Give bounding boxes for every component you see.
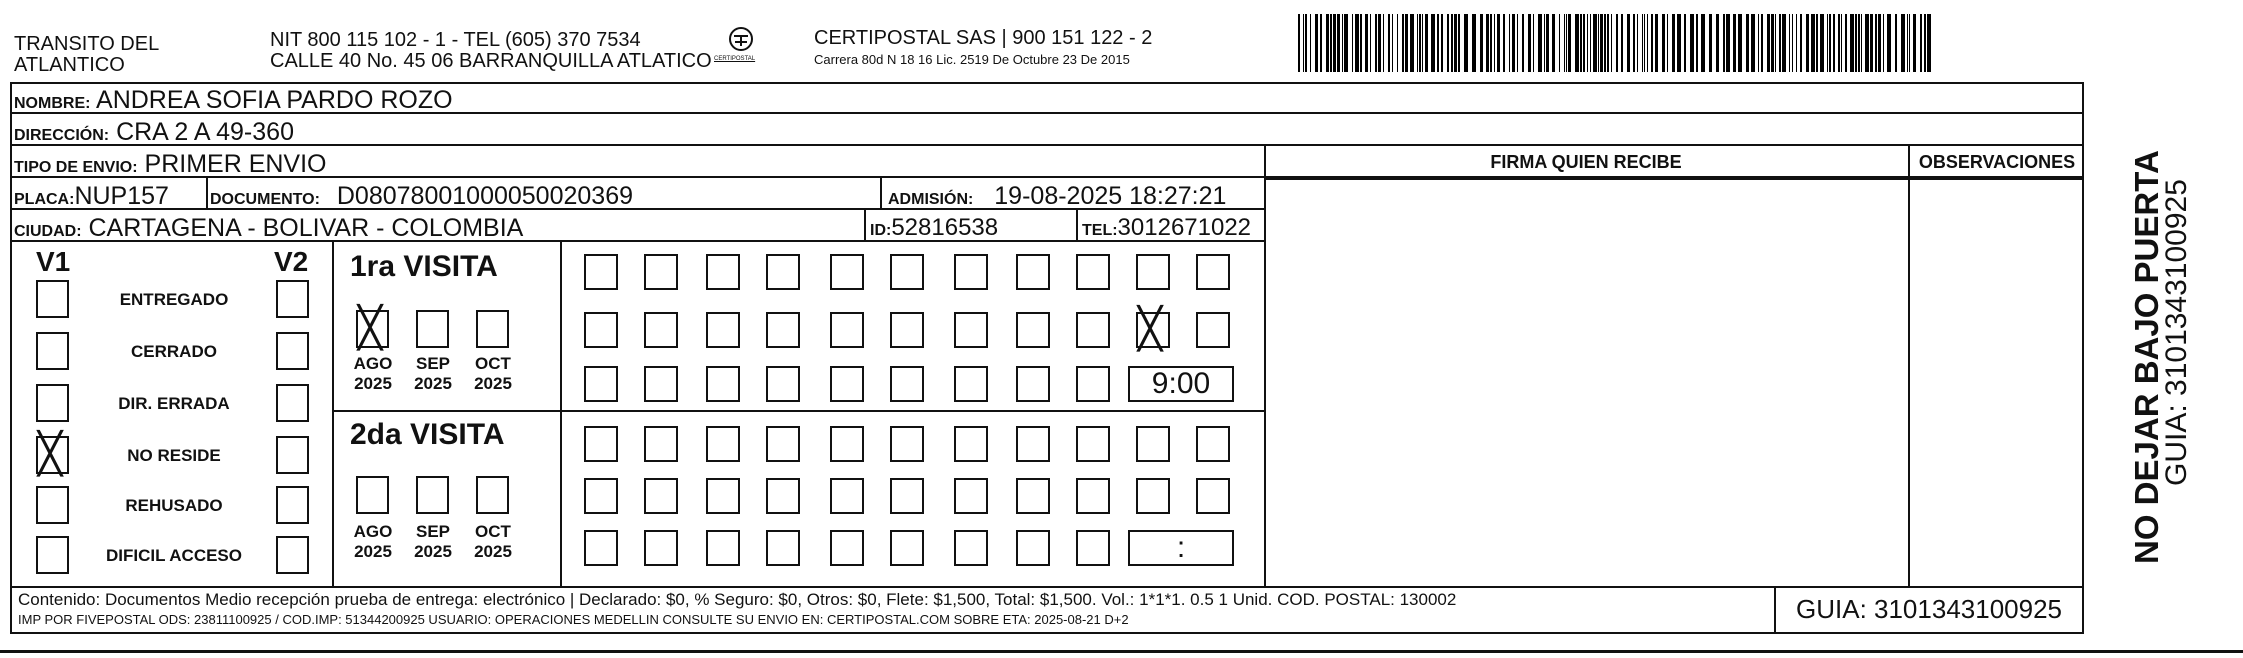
check-mark: ╳ [358,306,383,350]
month-label: OCT [475,522,511,541]
admision-field [888,182,1226,211]
day-box[interactable] [830,254,864,290]
day-box[interactable] [954,312,988,348]
day-box[interactable] [644,426,678,462]
day-box[interactable] [1016,478,1050,514]
barcode-bar [1701,14,1705,72]
month-label: SEP [415,354,451,373]
year-label: 2025 [474,374,512,393]
day-box[interactable] [706,366,740,402]
day-box[interactable] [1076,426,1110,462]
barcode-bar [1559,14,1560,72]
barcode-bar [1738,14,1742,72]
row-direccion [10,114,2084,146]
month-checkbox[interactable] [356,476,389,514]
side-warning: NO DEJAR BAJO PUERTA [2128,150,2165,564]
barcode-bar [1552,14,1555,72]
barcode-bar [1820,14,1824,72]
month-checkbox[interactable] [416,476,449,514]
divider [880,178,882,210]
barcode-bar [1422,14,1423,72]
barcode-bar [1751,14,1755,72]
barcode-bar [1600,14,1603,72]
status-label: ENTREGADO [119,290,229,309]
footer-contenido: Contenido: Documentos Medio recepción prueba de entrega: electrónico | Declarado: $0, % Seguro: $0, Otros: $0, Flete: $1,500, Total: $1,500. Vol.: 1*1*1. 0.5 1 Unid. COD. POSTAL: 130002 [18,590,1457,609]
barcode-bar [1441,14,1443,72]
barcode-bar [1320,14,1322,72]
year-label: 2025 [414,374,452,393]
barcode-bar [1375,14,1377,72]
day-box[interactable] [1136,478,1170,514]
barcode-bar [1870,14,1873,72]
day-box[interactable] [1136,254,1170,290]
year-label: 2025 [474,542,512,561]
barcode-bar [1503,14,1505,72]
day-box[interactable] [766,254,800,290]
day-box[interactable] [1076,530,1110,566]
barcode-bar [1758,14,1759,72]
barcode-bar [1575,14,1579,72]
sender-contact [270,30,712,72]
v2-label: V2 [274,246,309,277]
barcode-bar [1583,14,1585,72]
day-box[interactable] [890,426,924,462]
time-box[interactable]: 9:00 [1128,366,1234,402]
tel-value: 3012671022 [1117,214,1252,241]
barcode-bar [1388,14,1390,72]
barcode-bar [1397,14,1398,72]
first-visit-title: 1ra VISITA [350,250,498,283]
barcode-bar [1522,14,1524,72]
barcode-bar [1410,14,1414,72]
barcode-bar [1924,14,1926,72]
divider [864,210,866,242]
day-box[interactable] [1016,530,1050,566]
footer-imp: IMP POR FIVEPOSTAL ODS: 23811100925 / COD.IMP: 51344200925 USUARIO: OPERACIONES MEDELLIN CONSULTE SU ENVIO EN: CERTIPOSTAL.COM SOBRE ETA: 2025-08-21 D+2 [18,612,1129,627]
barcode-bar [1850,14,1854,72]
admision-label: ADMISIÓN: [888,191,974,208]
sender-name [14,34,159,76]
nombre-label: NOMBRE: [14,95,91,112]
day-box[interactable] [766,530,800,566]
barcode-bar [1627,14,1630,72]
barcode-bar [1779,14,1781,72]
barcode-bar [1342,14,1343,72]
barcode-bar [1355,14,1359,72]
divider [10,586,2084,588]
barcode-bar [1405,14,1408,72]
barcode-bar [1775,14,1776,72]
barcode-bar [1642,14,1643,72]
v1-checkbox[interactable] [36,280,69,318]
barcode-bar [1644,14,1645,72]
barcode-bar [1587,14,1588,72]
day-box[interactable] [890,312,924,348]
barcode-bar [1861,14,1862,72]
sender-nit: NIT 800 115 102 - 1 - TEL (605) 370 7534 [270,29,641,51]
day-box[interactable] [644,312,678,348]
barcode-bar [1464,14,1468,72]
day-box[interactable] [644,530,678,566]
day-box[interactable] [830,426,864,462]
day-box[interactable] [706,254,740,290]
barcode-bar [1723,14,1725,72]
barcode-bar [1490,14,1492,72]
v1-label: V1 [36,246,71,277]
v2-checkbox[interactable] [276,280,309,318]
month-label: OCT [475,354,511,373]
barcode-bar [1298,14,1300,72]
id-value: 52816538 [891,214,999,241]
nombre-value: ANDREA SOFIA PARDO ROZO [96,86,453,114]
barcode-bar [1796,14,1797,72]
documento-value: D08078001000050020369 [336,182,634,210]
id-field [870,214,998,242]
divider [1076,210,1078,242]
barcode-bar [1326,14,1329,72]
barcode-bar [1858,14,1860,72]
ciudad-label: CIUDAD: [14,223,82,240]
barcode-bar [1517,14,1518,72]
day-box[interactable] [830,478,864,514]
month-checkbox[interactable] [416,310,449,348]
documento-label: DOCUMENTO: [210,191,320,208]
time-box[interactable]: : [1128,530,1234,566]
barcode-bar [1417,14,1418,72]
barcode-bar [1454,14,1457,72]
barcode-bar [1447,14,1449,72]
barcode-bar [1402,14,1404,72]
barcode-bar [1672,14,1675,72]
day-box[interactable] [890,530,924,566]
barcode-bar [1330,14,1332,72]
month-label: AGO [353,522,393,541]
barcode-bar [1365,14,1368,72]
barcode-bar [1667,14,1668,72]
barcode [1298,14,1936,72]
certipostal-logo [710,24,772,70]
placa-value: NUP157 [74,182,169,210]
day-box[interactable] [706,312,740,348]
ciudad-value: CARTAGENA - BOLIVAR - COLOMBIA [88,214,524,242]
day-box[interactable] [584,530,618,566]
month-label: SEP [415,522,451,541]
divider [560,242,562,586]
carrier-license: Carrera 80d N 18 16 Lic. 2519 De Octubre 23 De 2015 [814,52,1130,67]
barcode-bar [1883,14,1884,72]
month-checkbox[interactable] [476,310,509,348]
day-box[interactable] [1016,254,1050,290]
barcode-bar [1677,14,1681,72]
barcode-bar [1662,14,1665,72]
barcode-bar [1800,14,1802,72]
v1-checkbox[interactable] [36,384,69,422]
barcode-bar [1841,14,1842,72]
carrier-info [814,28,1152,68]
day-box[interactable] [766,426,800,462]
barcode-bar [1767,14,1770,72]
barcode-bar [1333,14,1336,72]
day-box[interactable] [1076,366,1110,402]
day-box[interactable] [1016,312,1050,348]
barcode-bar [1855,14,1857,72]
barcode-bar [1782,14,1786,72]
barcode-bar [1771,14,1774,72]
day-box[interactable] [706,478,740,514]
barcode-bar [1538,14,1542,72]
divider [206,178,208,210]
day-box[interactable] [830,530,864,566]
sender-line2: ATLANTICO [14,54,125,76]
barcode-bar [1383,14,1384,72]
day-box[interactable] [644,478,678,514]
barcode-bar [1655,14,1658,72]
barcode-bar [1593,14,1597,72]
day-box[interactable] [1136,426,1170,462]
admision-value: 19-08-2025 18:27:21 [994,182,1227,210]
status-label: NO RESIDE [127,446,221,465]
day-box[interactable] [766,478,800,514]
barcode-bar [1761,14,1763,72]
day-box[interactable] [584,312,618,348]
footer-guia: GUIA: 3101343100925 [1796,594,2062,624]
barcode-bar [1580,14,1582,72]
barcode-bar [1486,14,1489,72]
barcode-bar [1709,14,1712,72]
barcode-bar [1829,14,1831,72]
year-label: 2025 [414,542,452,561]
row-nombre [10,82,2084,114]
barcode-bar [1315,14,1318,72]
barcode-bar [1564,14,1565,72]
barcode-bar [1509,14,1510,72]
day-box[interactable] [706,530,740,566]
day-box[interactable] [1196,478,1230,514]
side-guia: GUIA: 3101343100925 [2160,179,2193,486]
barcode-bar [1528,14,1531,72]
barcode-bar [1838,14,1840,72]
barcode-bar [1690,14,1694,72]
barcode-bar [1425,14,1428,72]
barcode-bar [1684,14,1686,72]
day-box[interactable] [644,254,678,290]
logo-icon [710,24,772,70]
id-label: ID: [870,222,892,239]
barcode-bar [1305,14,1307,72]
day-box[interactable] [954,366,988,402]
barcode-bar [1927,14,1931,72]
v2-checkbox[interactable] [276,536,309,574]
day-box[interactable] [890,478,924,514]
day-box[interactable] [954,478,988,514]
barcode-bar [1816,14,1818,72]
barcode-bar [1845,14,1847,72]
barcode-bar [1637,14,1638,72]
day-box[interactable] [954,530,988,566]
barcode-bar [1746,14,1749,72]
barcode-bar [1568,14,1571,72]
barcode-bar [1378,14,1381,72]
barcode-bar [1792,14,1793,72]
day-box[interactable] [954,426,988,462]
v2-checkbox[interactable] [276,436,309,474]
barcode-bar [1566,14,1567,72]
day-box[interactable] [1076,254,1110,290]
page-edge [0,650,2243,653]
sender-line1: TRANSITO DEL [14,33,160,55]
barcode-bar [1716,14,1719,72]
barcode-bar [1546,14,1549,72]
day-box[interactable] [954,254,988,290]
direccion-label: DIRECCIÓN: [14,127,110,144]
barcode-bar [1451,14,1453,72]
month-label: AGO [353,354,393,373]
barcode-bar [1887,14,1891,72]
barcode-bar [1895,14,1897,72]
barcode-bar [1827,14,1828,72]
barcode-bar [1651,14,1653,72]
barcode-bar [1789,14,1790,72]
barcode-bar [1419,14,1421,72]
documento-field [210,182,633,211]
barcode-bar [1901,14,1905,72]
divider [1264,146,1266,586]
tel-label: TEL: [1082,222,1118,239]
check-mark: ╳ [1138,307,1163,351]
barcode-bar [1811,14,1815,72]
day-box[interactable] [890,366,924,402]
v1-checkbox[interactable] [36,486,69,524]
barcode-bar [1344,14,1348,72]
divider [332,242,334,586]
barcode-bar [1806,14,1809,72]
v2-checkbox[interactable] [276,332,309,370]
barcode-bar [1431,14,1435,72]
placa-label: PLACA: [14,191,75,208]
observaciones-header: OBSERVACIONES [1918,152,2076,172]
barcode-bar [1392,14,1393,72]
month-checkbox[interactable] [476,476,509,514]
v2-checkbox[interactable] [276,486,309,524]
day-box[interactable] [1196,254,1230,290]
barcode-bar [1875,14,1877,72]
logo-caption: CERTIPOSTAL [714,56,756,62]
barcode-bar [1909,14,1910,72]
barcode-bar [1607,14,1609,72]
day-box[interactable] [644,366,678,402]
day-box[interactable] [706,426,740,462]
firma-header: FIRMA QUIEN RECIBE [1490,152,1682,172]
barcode-bar [1733,14,1736,72]
barcode-bar [1604,14,1606,72]
barcode-bar [1907,14,1908,72]
barcode-bar [1437,14,1439,72]
day-box[interactable] [584,366,618,402]
barcode-bar [1480,14,1483,72]
barcode-bar [1647,14,1648,72]
day-box[interactable] [1016,366,1050,402]
barcode-bar [1616,14,1618,72]
day-box[interactable] [584,426,618,462]
barcode-bar [1352,14,1353,72]
status-label: DIFICIL ACCESO [105,546,242,565]
day-box[interactable] [1016,426,1050,462]
barcode-bar [1303,14,1304,72]
barcode-bar [1370,14,1371,72]
barcode-bar [1337,14,1340,72]
barcode-bar [1458,14,1460,72]
v1-checkbox[interactable] [36,332,69,370]
barcode-bar [1726,14,1730,72]
barcode-bar [1833,14,1835,72]
barcode-bar [1360,14,1362,72]
status-label: REHUSADO [125,496,223,515]
barcode-bar [1611,14,1612,72]
barcode-bar [1512,14,1515,72]
day-box[interactable] [1196,426,1230,462]
divider [1264,178,2084,180]
barcode-bar [1310,14,1311,72]
direccion-value: CRA 2 A 49-360 [116,118,294,146]
tipo-value: PRIMER ENVIO [144,150,327,178]
day-box[interactable] [584,478,618,514]
barcode-graphic [1298,14,1936,72]
day-box[interactable] [584,254,618,290]
divider [332,410,1264,412]
divider [1908,146,1910,586]
v1-checkbox[interactable] [36,536,69,574]
barcode-bar [1472,14,1476,72]
barcode-bar [1497,14,1500,72]
barcode-bar [1533,14,1534,72]
barcode-bar [1633,14,1635,72]
check-mark: ╳ [38,432,63,476]
sender-address: CALLE 40 No. 45 06 BARRANQUILLA ATLATICO [270,50,712,72]
barcode-bar [1920,14,1922,72]
carrier-name: CERTIPOSTAL SAS | 900 151 122 - 2 [814,27,1153,49]
day-box[interactable] [1076,312,1110,348]
year-label: 2025 [354,542,392,561]
year-label: 2025 [354,374,392,393]
day-box[interactable] [890,254,924,290]
day-box[interactable] [1196,312,1230,348]
tel-field [1082,214,1251,242]
barcode-bar [1598,14,1599,72]
barcode-bar [1621,14,1623,72]
barcode-bar [1696,14,1698,72]
barcode-bar [1913,14,1916,72]
tipo-label: TIPO DE ENVIO: [14,159,138,176]
day-box[interactable] [830,312,864,348]
barcode-bar [1544,14,1545,72]
barcode-bar [1865,14,1869,72]
status-label: DIR. ERRADA [118,394,230,413]
barcode-bar [1878,14,1881,72]
day-box[interactable] [766,312,800,348]
day-box[interactable] [1076,478,1110,514]
barcode-bar [1590,14,1591,72]
status-label: CERRADO [131,342,217,361]
v2-checkbox[interactable] [276,384,309,422]
day-box[interactable] [830,366,864,402]
day-box[interactable] [766,366,800,402]
second-visit-title: 2da VISITA [350,418,505,451]
barcode-bar [1494,14,1495,72]
